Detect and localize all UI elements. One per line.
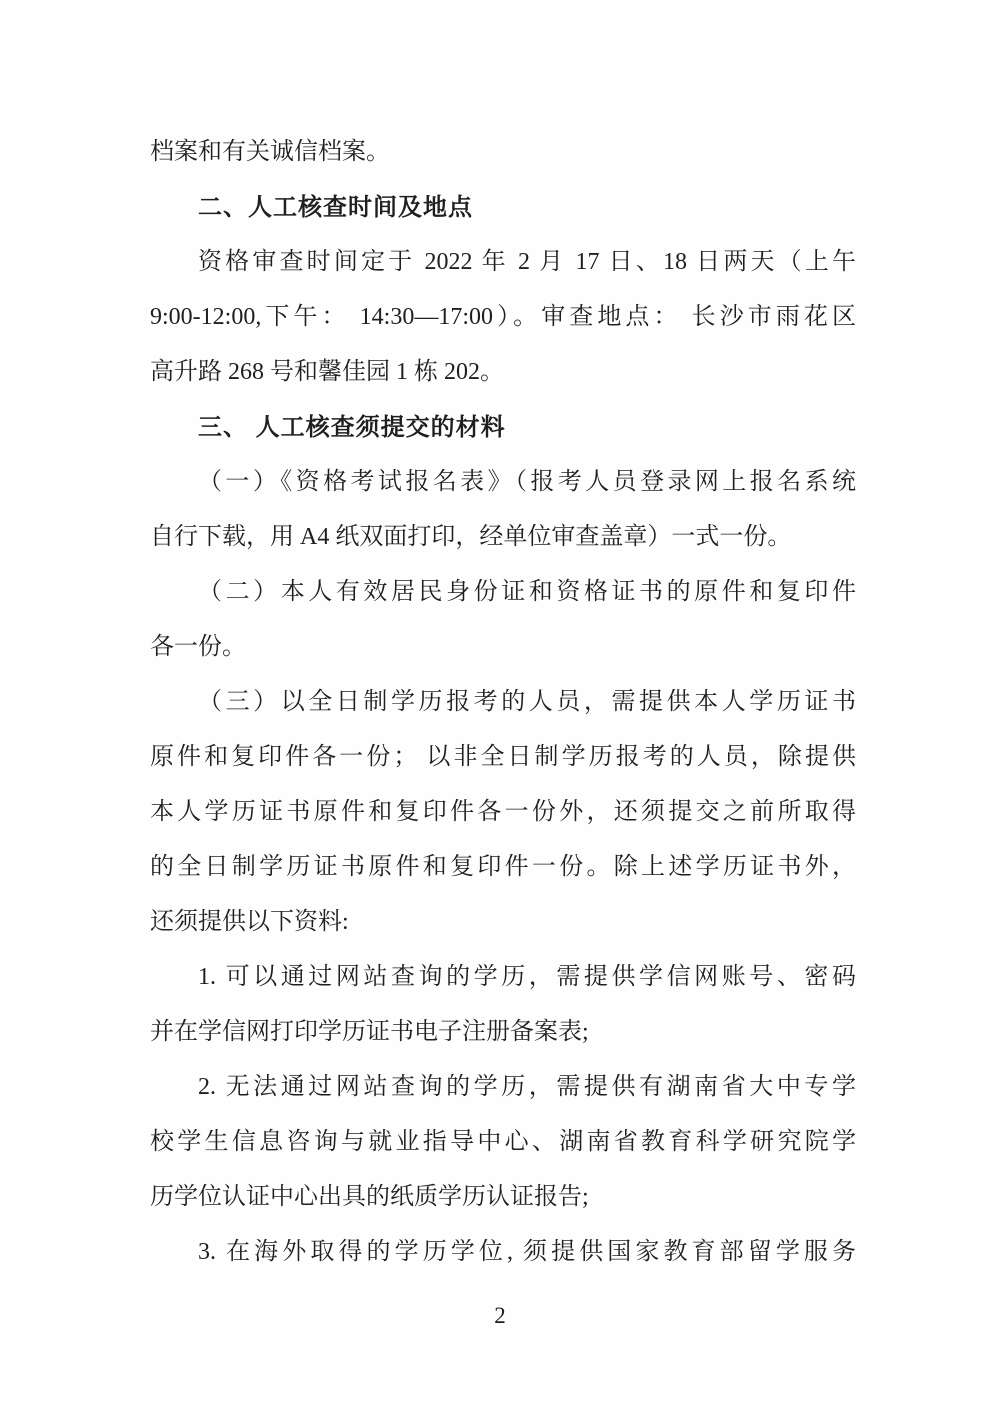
text-line: 原件和复印件各一份； 以非全日制学历报考的人员，除提供 <box>150 744 856 770</box>
text-line: 1. 可以通过网站查询的学历，需提供学信网账号、密码 <box>198 964 856 990</box>
page-number: 2 <box>494 1303 506 1328</box>
text-line: （三）以全日制学历报考的人员，需提供本人学历证书 <box>198 689 856 715</box>
paragraph <box>150 675 856 950</box>
text-line: 本人学历证书原件和复印件各一份外，还须提交之前所取得 <box>150 799 856 825</box>
paragraph <box>150 455 856 565</box>
text-line: 并在学信网打印学历证书电子注册备案表; <box>150 1019 589 1045</box>
text-line: 历学位认证中心出具的纸质学历认证报告; <box>150 1184 589 1210</box>
text-line: 高升路 268 号和馨佳园 1 栋 202。 <box>150 359 504 385</box>
paragraph <box>150 235 856 400</box>
paragraph <box>150 1225 856 1280</box>
text-line: 三、 人工核查须提交的材料 <box>198 414 506 441</box>
text-line: （一）《资格考试报名表》（报考人员登录网上报名系统 <box>198 469 856 495</box>
document-content <box>150 125 856 1280</box>
text-line: 的全日制学历证书原件和复印件一份。除上述学历证书外， <box>150 854 856 880</box>
text-line: 9:00-12:00,下午： 14:30—17:00）。审查地点： 长沙市雨花区 <box>150 304 856 330</box>
text-line: 自行下载，用 A4 纸双面打印，经单位审查盖章）一式一份。 <box>150 524 792 550</box>
text-line: 二、人工核查时间及地点 <box>198 194 473 221</box>
paragraph <box>150 950 856 1060</box>
section-heading <box>150 400 856 455</box>
text-line: （二）本人有效居民身份证和资格证书的原件和复印件 <box>198 579 856 605</box>
paragraph <box>150 565 856 675</box>
section-heading <box>150 180 856 235</box>
text-line: 档案和有关诚信档案。 <box>150 139 390 165</box>
text-line: 资格审查时间定于 2022 年 2 月 17 日、18 日两天（上午 <box>198 249 856 275</box>
paragraph <box>150 125 856 180</box>
text-line: 3. 在海外取得的学历学位, 须提供国家教育部留学服务 <box>198 1239 856 1265</box>
text-line: 2. 无法通过网站查询的学历，需提供有湖南省大中专学 <box>198 1074 856 1100</box>
text-line: 还须提供以下资料: <box>150 909 349 935</box>
paragraph <box>150 1060 856 1225</box>
text-line: 各一份。 <box>150 634 246 660</box>
text-line: 校学生信息咨询与就业指导中心、湖南省教育科学研究院学 <box>150 1129 856 1155</box>
